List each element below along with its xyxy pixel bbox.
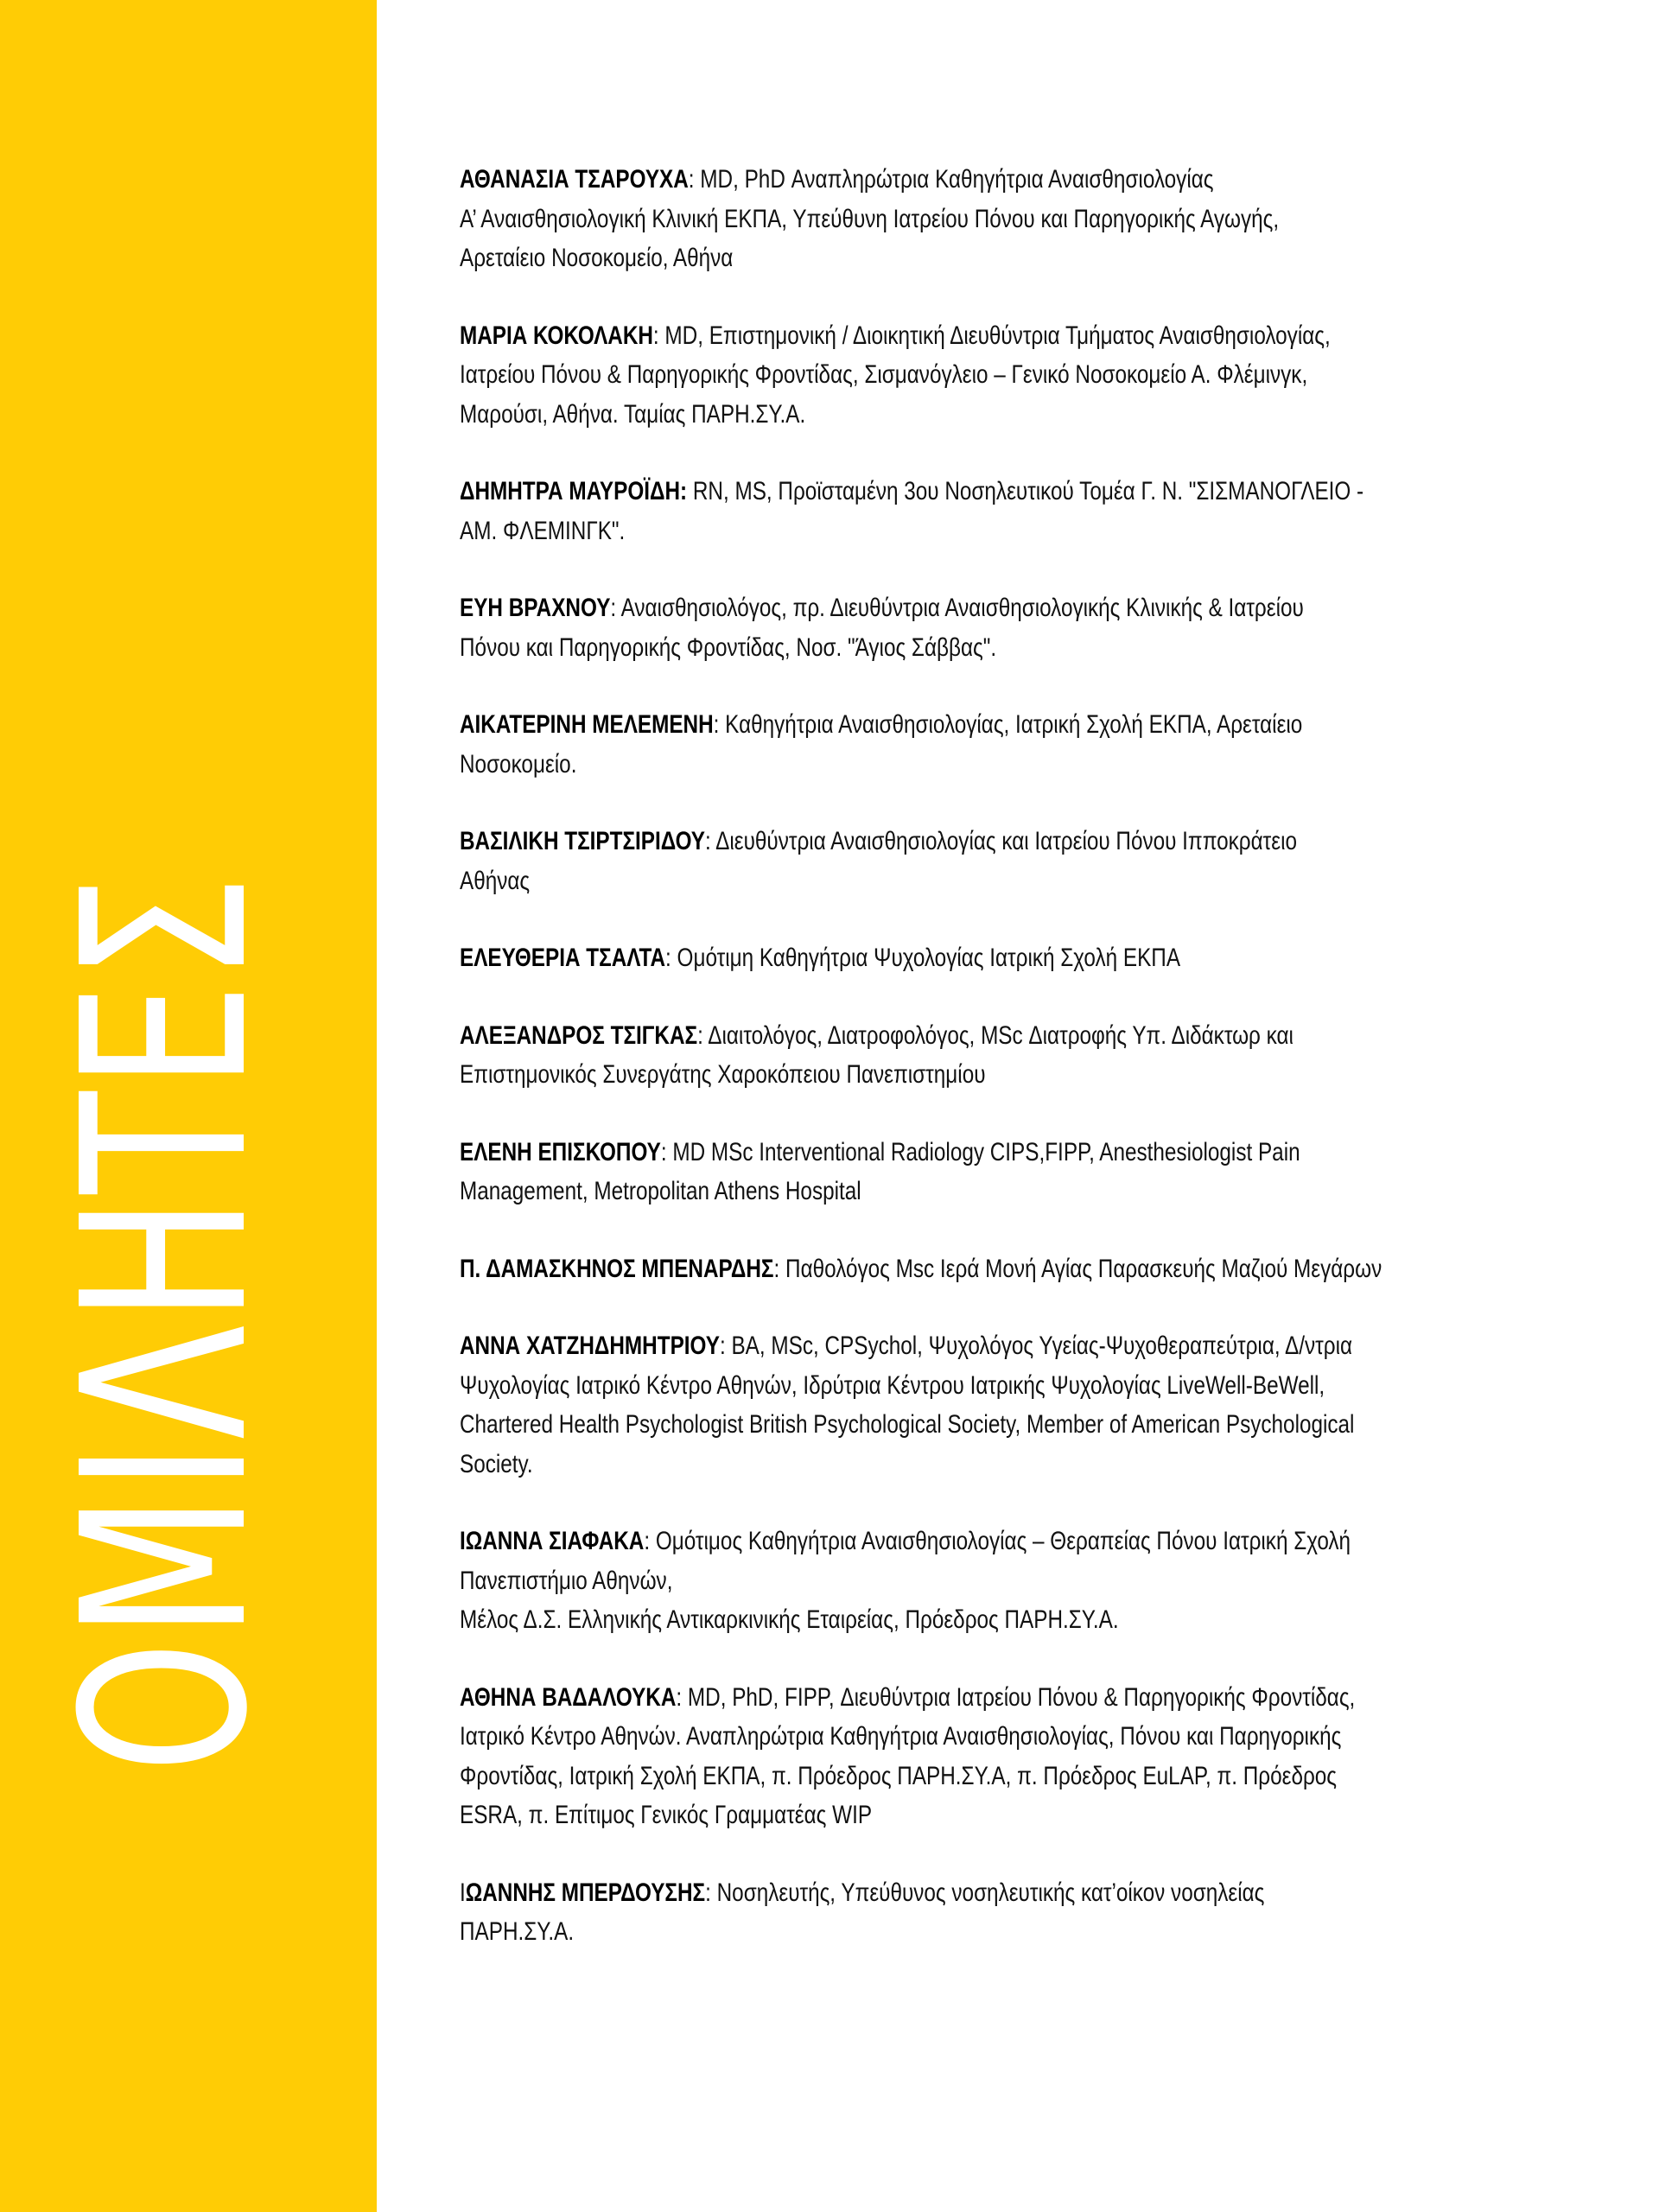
name-separator: :: [705, 1878, 717, 1907]
speaker-line: [460, 822, 1552, 861]
speaker-bio: Μέλος Δ.Σ. Ελληνικής Αντικαρκινικής Εταιρείας, Πρόεδρος ΠΑΡΗ.ΣΥ.Α.: [460, 1605, 1119, 1634]
speaker-entry: [460, 1678, 1552, 1835]
speaker-bio: RN, MS, Προϊσταμένη 3ου Νοσηλευτικού Τομέα Γ. Ν. "ΣΙΣΜΑΝΟΓΛΕΙΟ -: [692, 477, 1364, 505]
speaker-name: ΙΩΑΝΝΑ ΣΙΑΦΑΚΑ: [460, 1527, 645, 1555]
speaker-bio: Αθήνας: [460, 866, 531, 895]
name-separator: :: [705, 827, 716, 855]
speaker-name: ΩΑΝΝΗΣ ΜΠΕΡΔΟΥΣΗΣ: [465, 1878, 706, 1907]
speaker-bio: Διαιτολόγος, Διατροφολόγος, MSc Διατροφής Υπ. Διδάκτωρ και: [708, 1020, 1294, 1050]
speaker-entry: [460, 1326, 1552, 1484]
speaker-bio: BA, MSc, CPSychol, Ψυχολόγος Υγείας-Ψυχοθεραπεύτρια, Δ/ντρια: [731, 1332, 1353, 1360]
speaker-bio: Παθολόγος Msc Ιερά Μονή Αγίας Παρασκευής Μαζιού Μεγάρων: [785, 1254, 1382, 1283]
vertical-title: [34, 556, 377, 1773]
speaker-entry: [460, 1133, 1552, 1211]
speaker-bio: Αρεταίειο Νοσοκομείο, Αθήνα: [460, 244, 734, 272]
speaker-entry: [460, 1016, 1552, 1095]
speaker-bio: Καθηγήτρια Αναισθησιολογίας, Ιατρική Σχολή ΕΚΠΑ, Αρεταίειο: [725, 710, 1303, 739]
speaker-entry: [460, 1522, 1552, 1640]
speaker-name: ΔΗΜΗΤΡΑ ΜΑΥΡΟΪΔΗ:: [460, 477, 688, 505]
speaker-bio: Ιατρείου Πόνου & Παρηγορικής Φροντίδας, Σισμανόγλειο – Γενικό Νοσοκομείο Α. Φλέμινγκ,: [460, 360, 1308, 389]
speaker-line: [460, 316, 1552, 356]
speaker-bio: Ψυχολογίας Ιατρικό Κέντρο Αθηνών, Ιδρύτρια Κέντρου Ιατρικής Ψυχολογίας LiveWell-BeWell,: [460, 1370, 1325, 1400]
speaker-bio: Ιατρικό Κέντρο Αθηνών. Αναπληρώτρια Καθηγήτρια Αναισθησιολογίας, Πόνου και Παρηγορικής: [460, 1722, 1342, 1751]
name-separator: :: [713, 710, 726, 739]
name-separator: :: [665, 944, 677, 972]
name-separator: :: [676, 1682, 688, 1712]
name-separator: :: [688, 165, 701, 194]
speaker-name: ΕΥΗ ΒΡΑΧΝΟΥ: [460, 594, 611, 622]
speaker-bio: Επιστημονικός Συνεργάτης Χαροκόπειου Πανεπιστημίου: [460, 1060, 986, 1089]
speaker-name-initial: Ι: [460, 1878, 466, 1907]
speaker-bio: Ομότιμος Καθηγήτρια Αναισθησιολογίας – Θεραπείας Πόνου Ιατρική Σχολή: [655, 1527, 1351, 1555]
speaker-entry: [460, 160, 1552, 278]
accent-sidebar: [0, 0, 377, 2212]
name-separator: :: [719, 1332, 732, 1360]
speaker-name: ΜΑΡΙΑ ΚΟΚΟΛΑΚΗ: [460, 321, 653, 350]
speaker-entry: [460, 822, 1552, 900]
speaker-bio: Α’ Αναισθησιολογική Κλινική ΕΚΠΑ, Υπεύθυνη Ιατρείου Πόνου και Παρηγορικής Αγωγής,: [460, 204, 1280, 233]
speaker-bio: Νοσηλευτής, Υπεύθυνος νοσηλευτικής κατ’οίκον νοσηλείας: [716, 1878, 1265, 1907]
speaker-bio: ESRA, π. Επίτιμος Γενικός Γραμματέας WIP: [460, 1801, 873, 1829]
speaker-bio: Πόνου και Παρηγορικής Φροντίδας, Νοσ. "Άγιος Σάββας".: [460, 632, 997, 662]
speaker-line: [460, 1678, 1552, 1718]
name-separator: :: [610, 594, 621, 622]
speaker-line: [460, 160, 1552, 200]
name-separator: :: [660, 1137, 673, 1166]
speaker-line: [460, 705, 1552, 745]
speaker-bio: MD MSc Interventional Radiology CIPS,FIPP, Anesthesiologist Pain: [672, 1137, 1300, 1166]
name-separator: :: [652, 321, 665, 350]
speaker-entry: [460, 1873, 1552, 1952]
speaker-name: ΑΘΑΝΑΣΙΑ ΤΣΑΡΟΥΧΑ: [460, 165, 689, 194]
speaker-entry: [460, 588, 1552, 667]
speaker-entry: [460, 316, 1552, 435]
speaker-entry: [460, 938, 1552, 978]
speaker-name: ΑΘΗΝΑ ΒΑΔΑΛΟΥΚΑ: [460, 1682, 677, 1712]
speaker-line: [460, 1249, 1552, 1289]
speaker-name: ΒΑΣΙΛΙΚΗ ΤΣΙΡΤΣΙΡΙΔΟΥ: [460, 827, 706, 855]
speaker-bio: ΠΑΡΗ.ΣΥ.Α.: [460, 1917, 575, 1946]
name-separator: :: [697, 1020, 709, 1050]
speaker-line: [460, 1016, 1552, 1056]
speaker-bio: Φροντίδας, Ιατρική Σχολή ΕΚΠΑ, π. Πρόεδρος ΠΑΡΗ.ΣΥ.Α, π. Πρόεδρος EuLAP, π. Πρόεδρος: [460, 1761, 1338, 1790]
speaker-bio: Αναισθησιολόγος, πρ. Διευθύντρια Αναισθησιολογικής Κλινικής & Ιατρείου: [620, 594, 1304, 622]
speaker-bio: Πανεπιστήμιο Αθηνών,: [460, 1566, 673, 1595]
speaker-name: ΑΝΝΑ ΧΑΤΖΗΔΗΜΗΤΡΙΟΥ: [460, 1332, 720, 1360]
speaker-bio: MD, PhD Αναπληρώτρια Καθηγήτρια Αναισθησιολογίας: [700, 165, 1214, 194]
speaker-bio: MD, Επιστημονική / Διοικητική Διευθύντρια Τμήματος Αναισθησιολογίας,: [664, 321, 1331, 350]
speakers-list: [460, 160, 1552, 1990]
speaker-line: [460, 1522, 1552, 1561]
speaker-line: [460, 588, 1552, 628]
speaker-name: Π. ΔΑΜΑΣΚΗΝΟΣ ΜΠΕΝΑΡΔΗΣ: [460, 1254, 774, 1283]
speaker-bio: Νοσοκομείο.: [460, 749, 577, 779]
speaker-line: [460, 938, 1552, 978]
speaker-bio: Μαρούσι, Αθήνα. Ταμίας ΠΑΡΗ.ΣΥ.Α.: [460, 399, 806, 429]
speaker-name: ΕΛΕΥΘΕΡΙΑ ΤΣΑΛΤΑ: [460, 944, 666, 972]
speaker-name: ΑΙΚΑΤΕΡΙΝΗ ΜΕΛΕΜΕΝΗ: [460, 710, 714, 739]
speaker-entry: [460, 705, 1552, 784]
speaker-entry: [460, 1249, 1552, 1289]
speaker-bio: Society.: [460, 1449, 533, 1478]
speaker-line: [460, 1873, 1552, 1913]
vertical-title-text: ΟΜΙΛΗΤΕΣ: [34, 872, 297, 1773]
speaker-bio: MD, PhD, FIPP, Διευθύντρια Ιατρείου Πόνου & Παρηγορικής Φροντίδας,: [687, 1682, 1356, 1712]
speaker-bio: ΑΜ. ΦΛΕΜΙΝΓΚ".: [460, 516, 626, 545]
name-separator: :: [644, 1527, 656, 1555]
speaker-line: [460, 1133, 1552, 1173]
speaker-entry: [460, 472, 1552, 550]
speaker-line: [460, 472, 1552, 512]
speaker-line: [460, 1326, 1552, 1366]
name-separator: :: [773, 1254, 786, 1283]
speaker-name: ΕΛΕΝΗ ΕΠΙΣΚΟΠΟΥ: [460, 1137, 661, 1166]
speaker-name: ΑΛΕΞΑΝΔΡΟΣ ΤΣΙΓΚΑΣ: [460, 1020, 698, 1050]
speaker-bio: Management, Metropolitan Athens Hospital: [460, 1177, 861, 1205]
speaker-bio: Chartered Health Psychologist British Psychological Society, Member of American Psychological: [460, 1410, 1355, 1439]
speaker-bio: Ομότιμη Καθηγήτρια Ψυχολογίας Ιατρική Σχολή ΕΚΠΑ: [677, 944, 1181, 972]
speaker-bio: Διευθύντρια Αναισθησιολογίας και Ιατρείου Πόνου Ιπποκράτειο: [715, 827, 1298, 855]
